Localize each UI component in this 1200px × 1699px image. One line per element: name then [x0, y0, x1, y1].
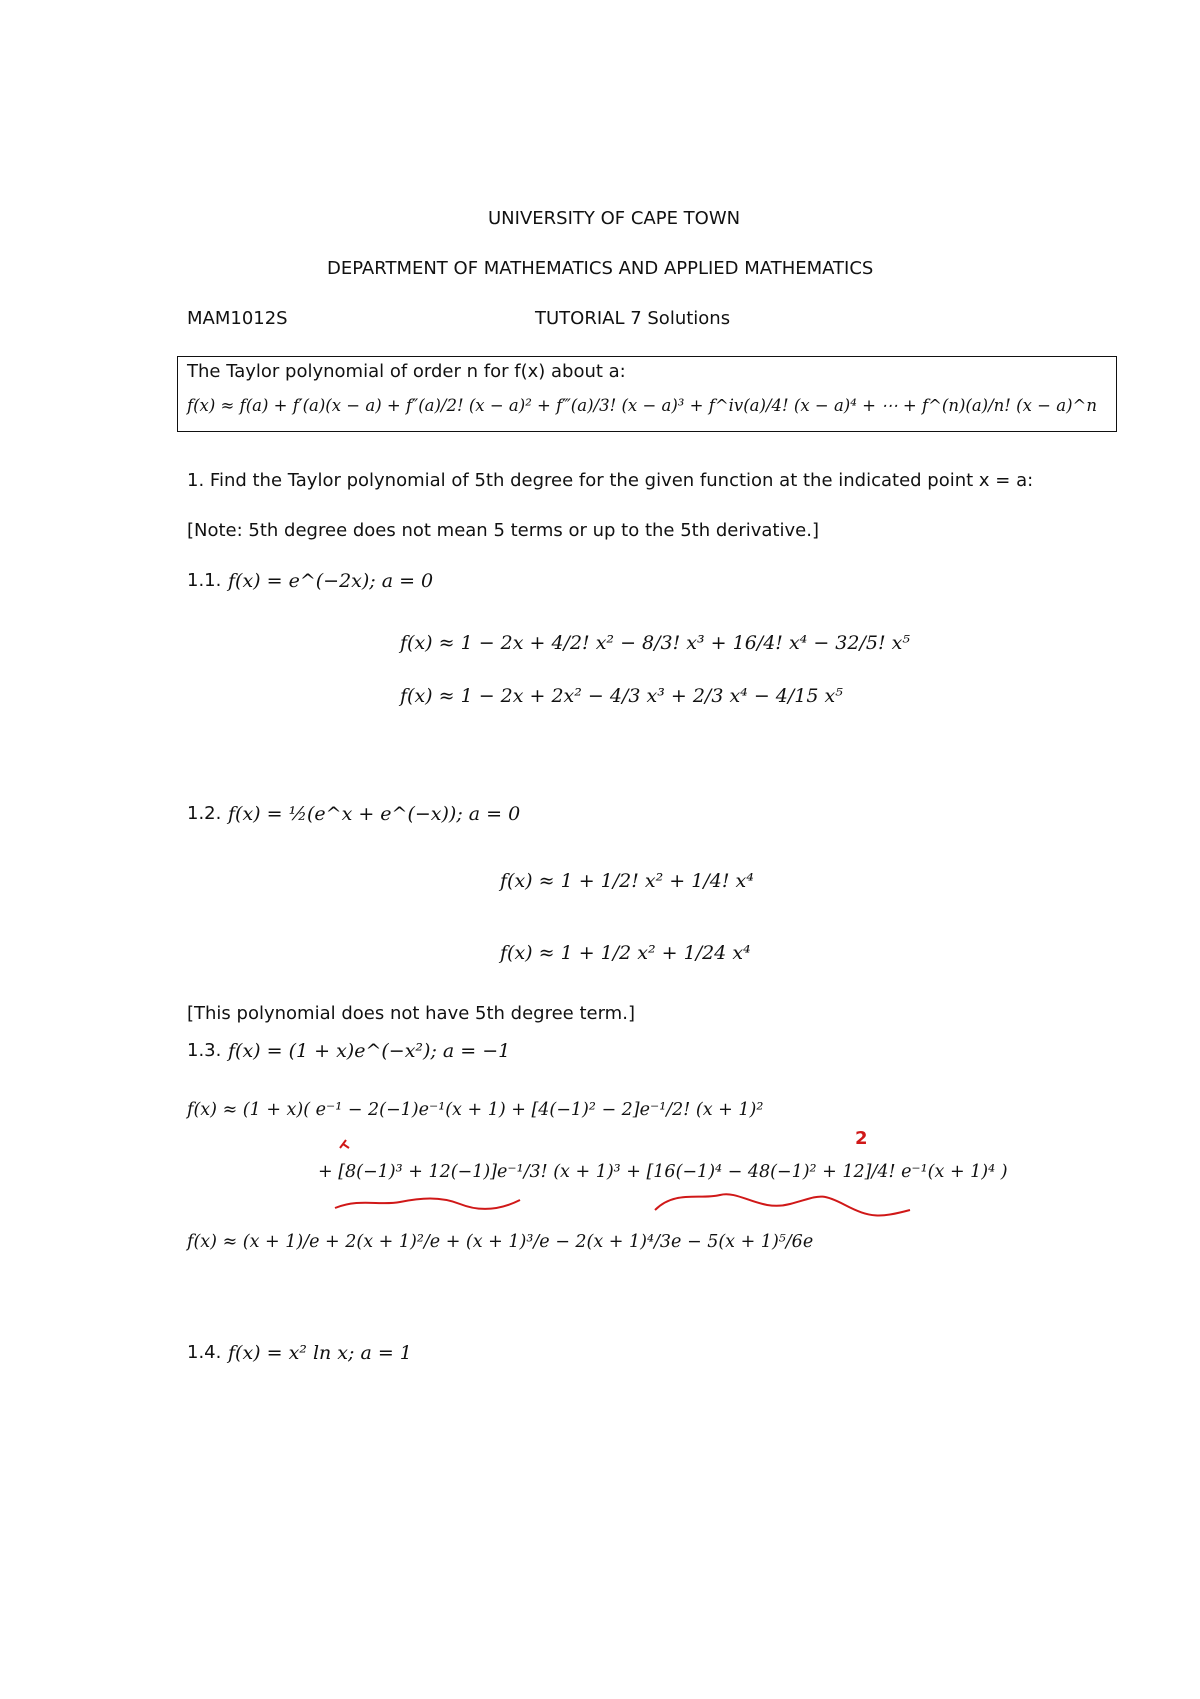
q1-3-solution-line-1: f(x) ≈ (1 + x)( e⁻¹ − 2(−1)e⁻¹(x + 1) + [4(−1)² − 2]e⁻¹/2! (x + 1)² [187, 1100, 764, 1120]
q1-1-solution-line-2: f(x) ≈ 1 − 2x + 2x² − 4/3 x³ + 2/3 x⁴ − 4/15 x⁵ [400, 685, 843, 707]
formula-box-title: The Taylor polynomial of order n for f(x) about a: [187, 361, 626, 382]
q1-4-problem: f(x) = x² ln x; a = 1 [228, 1342, 412, 1364]
department-title: DEPARTMENT OF MATHEMATICS AND APPLIED MATHEMATICS [327, 258, 874, 279]
taylor-formula: f(x) ≈ f(a) + f′(a)(x − a) + f″(a)/2! (x − a)² + f‴(a)/3! (x − a)³ + f^iv(a)/4! (x − a)⁴ + ⋯ + f^(n)(a)/n! (x − a)^n [187, 396, 1097, 415]
red-correction-mark: 2 [855, 1128, 868, 1149]
q1-2-label: 1.2. [187, 803, 222, 824]
tutorial-title: TUTORIAL 7 Solutions [535, 308, 731, 329]
q1-3-label: 1.3. [187, 1040, 222, 1061]
university-title: UNIVERSITY OF CAPE TOWN [488, 208, 741, 229]
q1-3-solution-line-3: f(x) ≈ (x + 1)/e + 2(x + 1)²/e + (x + 1)³/e − 2(x + 1)⁴/3e − 5(x + 1)⁵/6e [187, 1232, 814, 1252]
q1-3-solution-line-2: + [8(−1)³ + 12(−1)]e⁻¹/3! (x + 1)³ + [16(−1)⁴ − 48(−1)² + 12]/4! e⁻¹(x + 1)⁴ ) [318, 1162, 1008, 1182]
q1-3-problem: f(x) = (1 + x)e^(−x²); a = −1 [228, 1040, 511, 1062]
q1-2-note: [This polynomial does not have 5th degree term.] [187, 1003, 635, 1024]
q1-2-solution-line-2: f(x) ≈ 1 + 1/2 x² + 1/24 x⁴ [500, 942, 751, 964]
course-code: MAM1012S [187, 308, 288, 329]
question-1-prompt: 1. Find the Taylor polynomial of 5th degree for the given function at the indicated point x = a: [187, 470, 1034, 491]
q1-1-solution-line-1: f(x) ≈ 1 − 2x + 4/2! x² − 8/3! x³ + 16/4! x⁴ − 32/5! x⁵ [400, 632, 910, 654]
q1-4-label: 1.4. [187, 1342, 222, 1363]
q1-2-problem: f(x) = ½(e^x + e^(−x)); a = 0 [228, 803, 521, 825]
q1-2-solution-line-1: f(x) ≈ 1 + 1/2! x² + 1/4! x⁴ [500, 870, 754, 892]
q1-1-label: 1.1. [187, 570, 222, 591]
question-1-note: [Note: 5th degree does not mean 5 terms or up to the 5th derivative.] [187, 520, 819, 541]
q1-1-problem: f(x) = e^(−2x); a = 0 [228, 570, 434, 592]
